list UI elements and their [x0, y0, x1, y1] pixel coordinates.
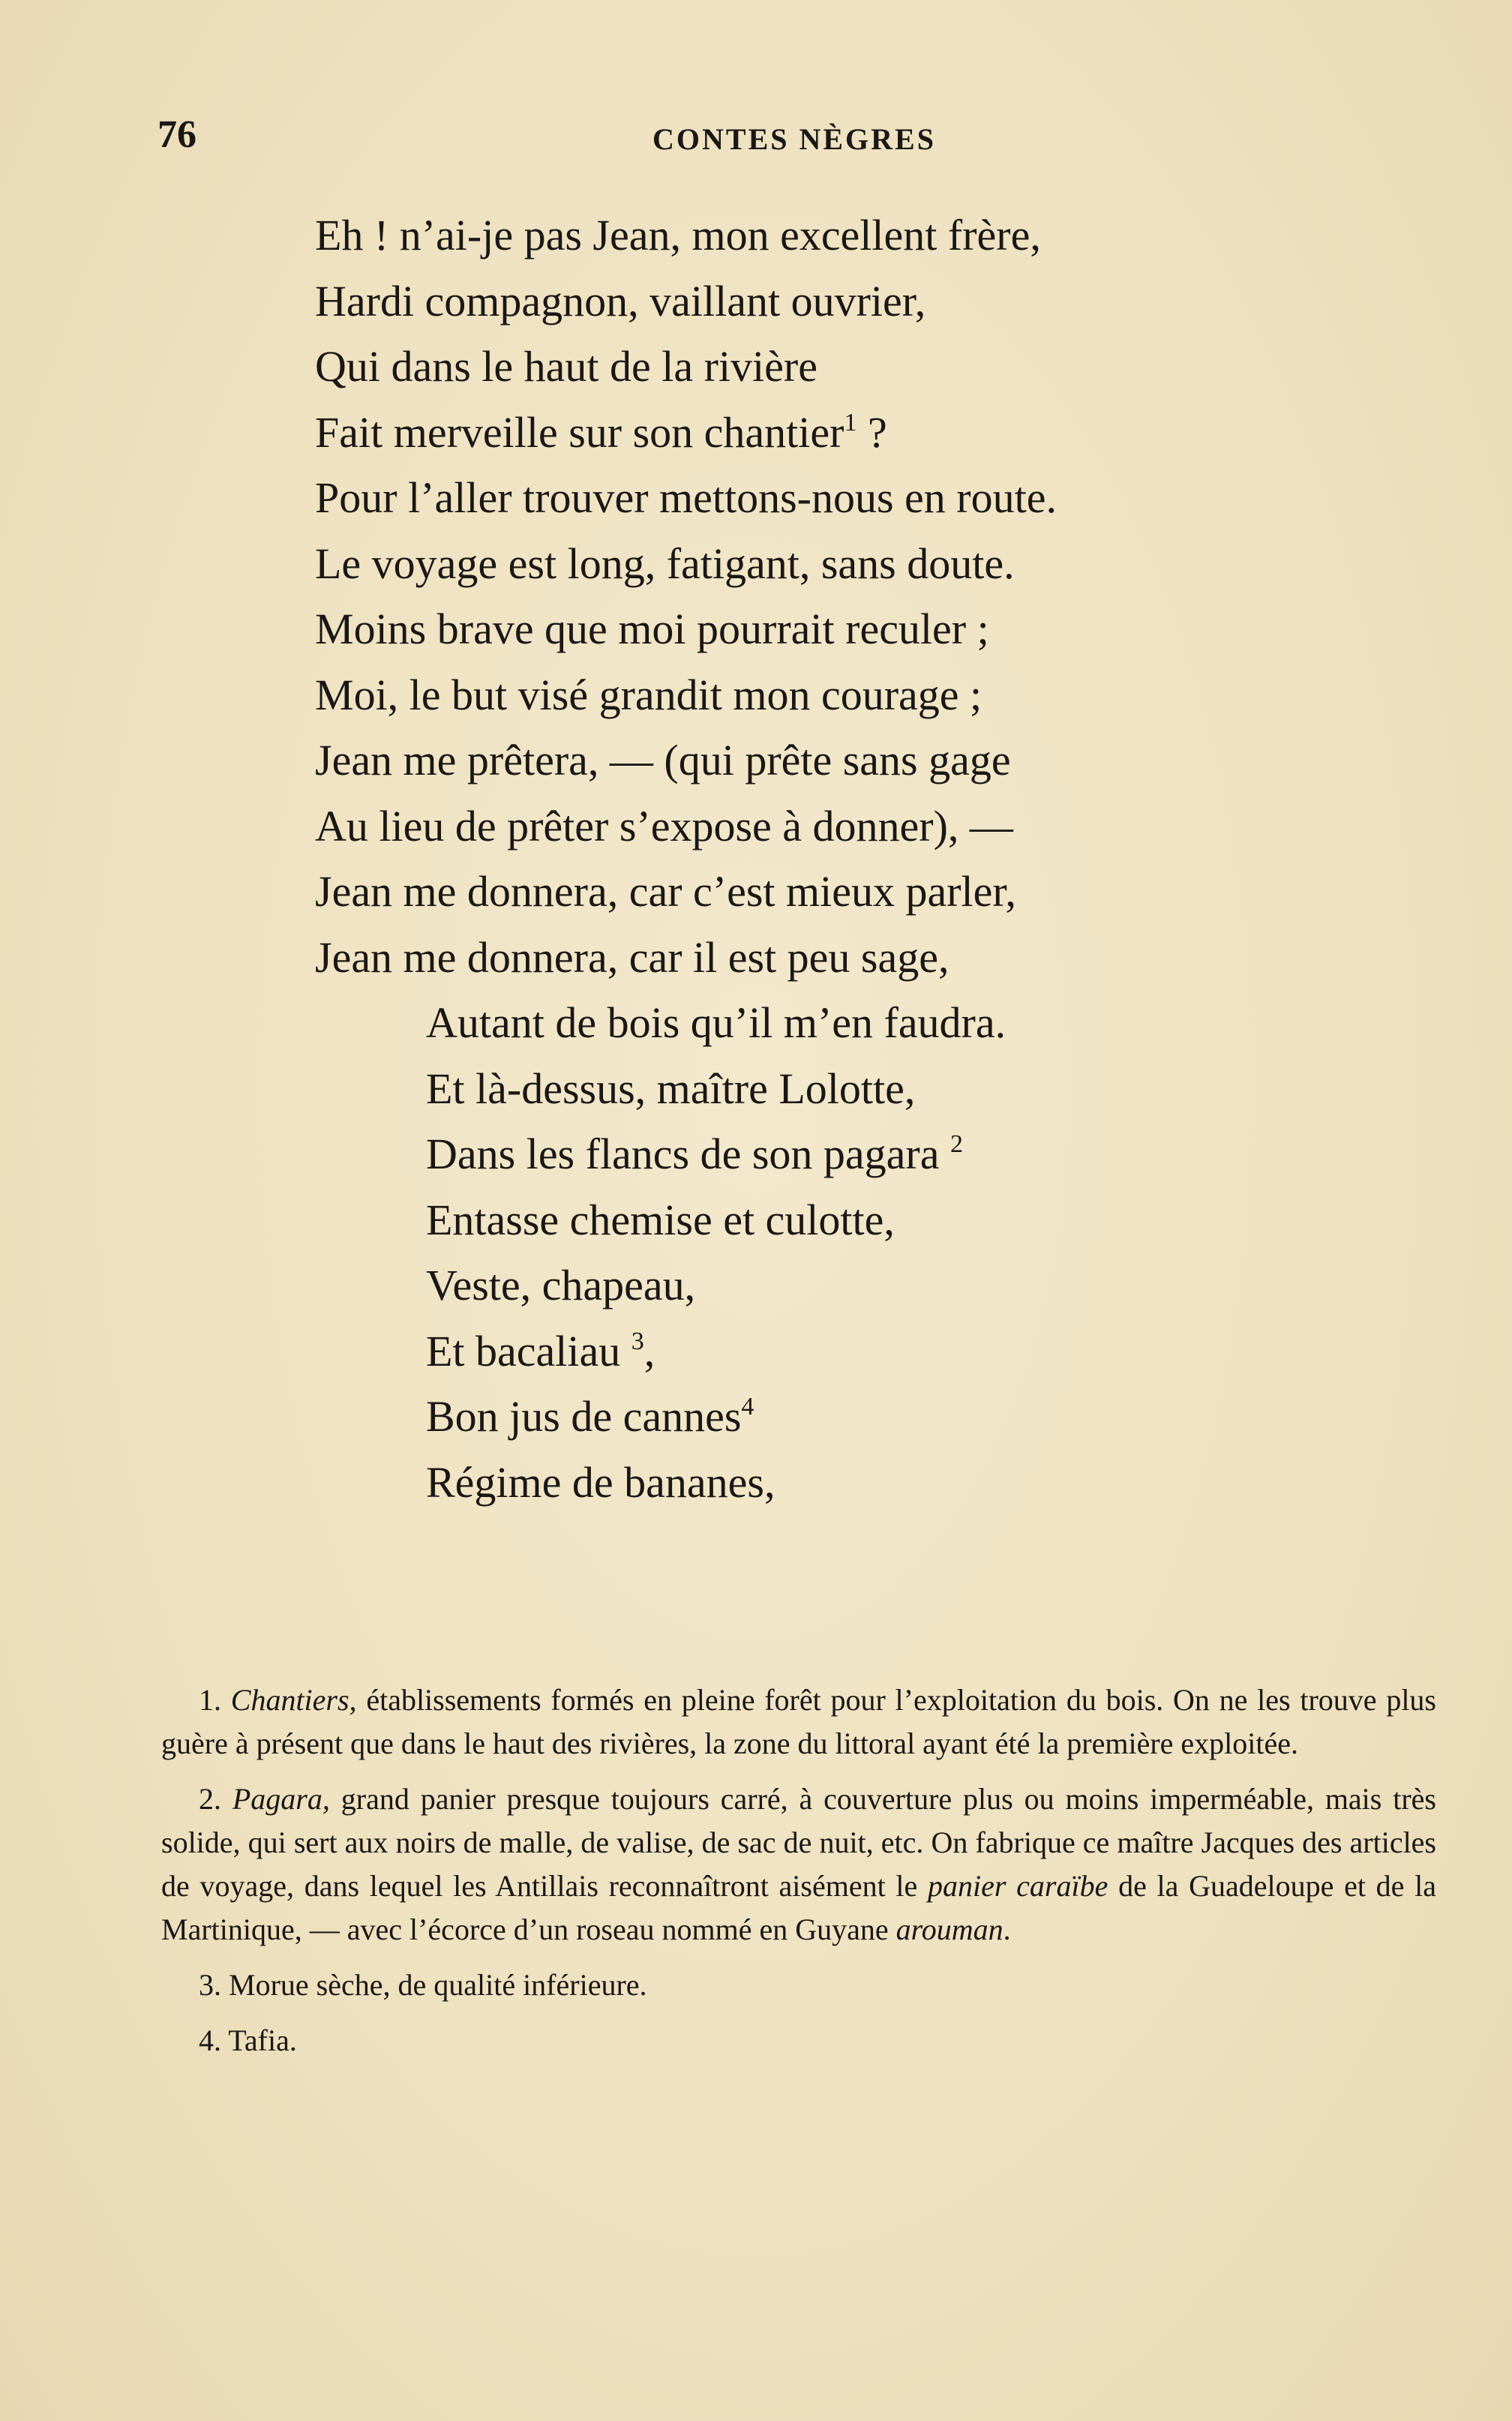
- footnotes: [161, 1678, 1436, 2074]
- poem: [315, 202, 1350, 1515]
- verse-line: Eh ! n’ai-je pas Jean, mon excellent frère,: [315, 211, 1041, 260]
- footnote-2: 2. Pagara, grand panier presque toujours carré, à couverture plus ou moins imperméable, mais très solide, qui sert aux noirs de malle, de valise, de sac de nuit, etc. On fabrique ce maître Jacques des articles de voyage, dans lequel les Antillais reconnaîtront aisément le panier caraïbe de la Guadeloupe et de la Martinique, — avec l’écorce d’un roseau nommé en Guyane arouman.: [161, 1782, 1437, 1946]
- verse-line: Jean me donnera, car il est peu sage,: [315, 932, 950, 982]
- footnote-ref: 4: [741, 1393, 754, 1420]
- verse-line: Et bacaliau $^3$,: [426, 1326, 656, 1376]
- footnote-ref: 1: [844, 408, 857, 436]
- verse-line: Bon jus de cannes$^4$: [426, 1392, 754, 1441]
- verse-line: Moins brave que moi pourrait reculer ;: [315, 604, 989, 653]
- verse-line: Dans les flancs de son pagara $^2$: [426, 1130, 963, 1178]
- verse-line: Et là-dessus, maître Lolotte,: [426, 1064, 916, 1113]
- footnote-3: 3. Morue sèche, de qualité inférieure.: [199, 1968, 647, 2002]
- verse-line: Au lieu de prêter s’expose à donner), —: [315, 801, 1013, 850]
- verse-line: Régime de bananes,: [426, 1457, 776, 1507]
- verse-line: Moi, le but visé grandit mon courage ;: [315, 670, 982, 719]
- verse-line: Pour l’aller trouver mettons-nous en route.: [315, 473, 1057, 522]
- verse-line: Fait merveille sur son chantier$^1$ ?: [315, 407, 887, 457]
- footnote-ref: 2: [950, 1130, 963, 1158]
- footnote-1: 1. Chantiers, établissements formés en pleine forêt pour l’exploitation du bois. On ne les trouve plus guère à présent que dans le haut des rivières, la zone du littoral ayant été la première exploitée.: [161, 1683, 1436, 1760]
- page-header: [158, 112, 1395, 172]
- verse-line: Jean me donnera, car c’est mieux parler,: [315, 867, 1016, 916]
- page-number: 76: [158, 113, 196, 156]
- footnote-4: 4. Tafia.: [199, 2024, 297, 2057]
- verse-line: Autant de bois qu’il m’en faudra.: [426, 998, 1006, 1047]
- verse-line: Veste, chapeau,: [426, 1261, 696, 1310]
- verse-line: Jean me prêtera, — (qui prête sans gage: [315, 736, 1011, 784]
- verse-line: Entasse chemise et culotte,: [426, 1195, 895, 1244]
- footnote-ref: 3: [631, 1327, 644, 1355]
- verse-line: Qui dans le haut de la rivière: [315, 342, 818, 391]
- verse-line: Le voyage est long, fatigant, sans doute.: [315, 538, 1015, 588]
- verse-line: Hardi compagnon, vaillant ouvrier,: [315, 276, 926, 326]
- running-title: CONTES NÈGRES: [652, 122, 936, 156]
